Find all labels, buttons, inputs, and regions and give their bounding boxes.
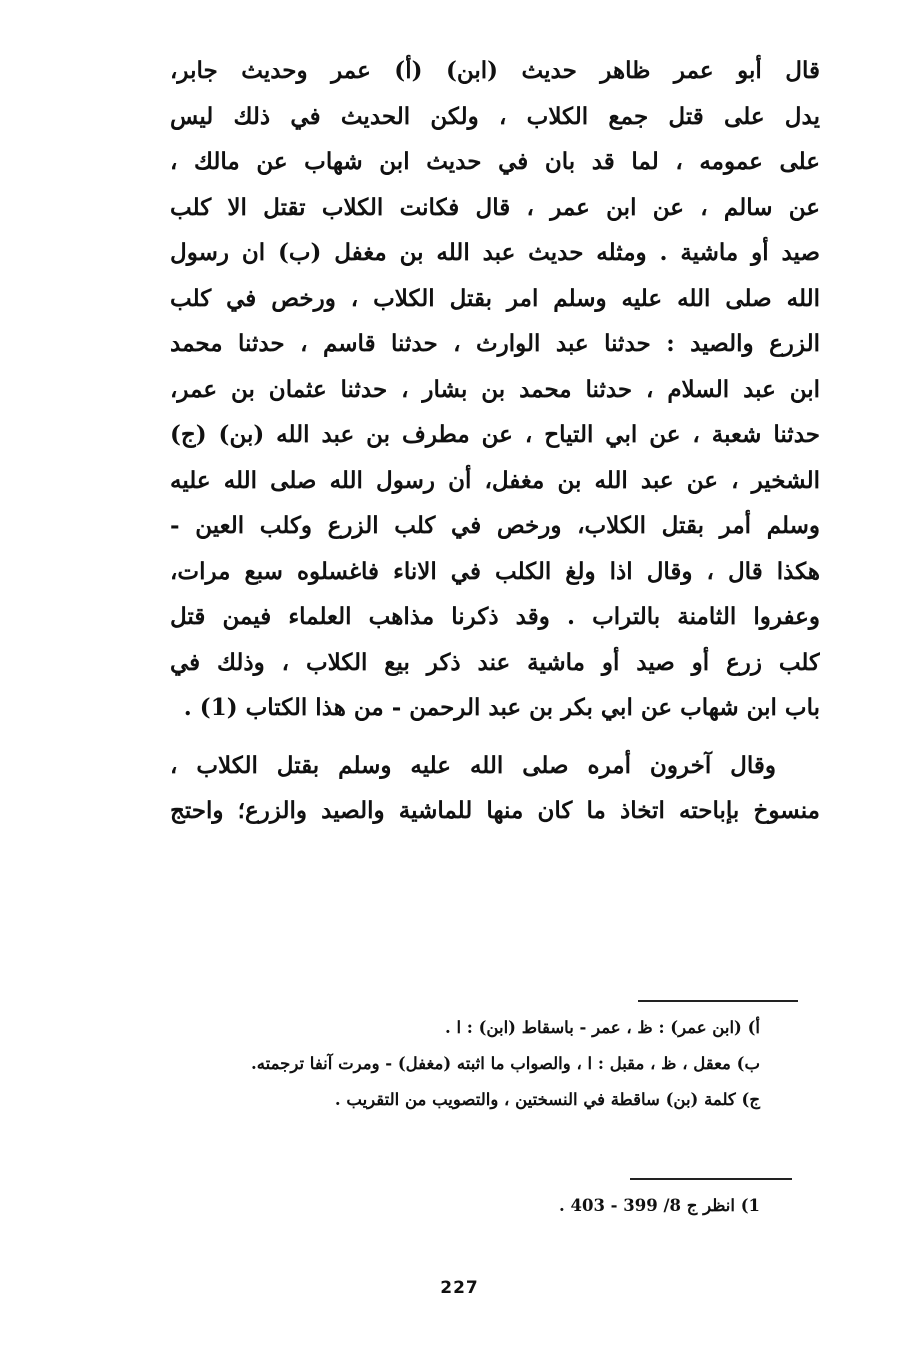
footnote-line: 1) انظر ج 8/ 399 - 403 . xyxy=(558,1196,760,1215)
text-line: وسلم أمر بقتل الكلاب، ورخص في كلب الزرع وكلب العين - xyxy=(170,512,820,539)
page-number: 227 xyxy=(440,1278,479,1298)
text-line: صيد أو ماشية . ومثله حديث عبد الله بن مغفل (ب) ان رسول xyxy=(170,239,820,266)
text-line: منسوخ بإباحته اتخاذ ما كان منها للماشية والصيد والزرع؛ واحتج xyxy=(170,797,820,824)
text-line: يدل على قتل جمع الكلاب ، ولكن الحديث في ذلك ليس xyxy=(170,102,820,130)
text-line: كلب زرع أو صيد أو ماشية عند ذكر بيع الكلاب ، وذلك في xyxy=(170,648,820,676)
text-line: الشخير ، عن عبد الله بن مغفل، أن رسول الله صلى الله عليه xyxy=(170,466,820,494)
text-line: وقال آخرون أمره صلى الله عليه وسلم بقتل الكلاب ، xyxy=(170,751,776,779)
main-text xyxy=(170,48,820,834)
text-line: هكذا قال ، وقال اذا ولغ الكلب في الاناء فاغسلوه سبع مرات، xyxy=(170,557,820,585)
text-line: عن سالم ، عن ابن عمر ، قال فكانت الكلاب تقتل الا كلب xyxy=(170,193,820,221)
editorial-footnotes xyxy=(160,1010,760,1118)
text-line: ابن عبد السلام ، حدثنا محمد بن بشار ، حدثنا عثمان بن عمر، xyxy=(170,375,820,403)
footnote-line: ج) كلمة (بن) ساقطة في النسختين ، والتصويب من التقريب . xyxy=(334,1090,760,1109)
footnote-divider xyxy=(630,1178,792,1180)
text-line: الله صلى الله عليه وسلم امر بقتل الكلاب ، ورخص في كلب xyxy=(170,284,820,312)
footnote-line: ب) معقل ، ظ ، مقبل : ا ، والصواب ما اثبته (مغفل) - ومرت آنفا ترجمته. xyxy=(251,1054,760,1073)
footnote-divider xyxy=(638,1000,798,1002)
text-line: الزرع والصيد : حدثنا عبد الوارث ، حدثنا قاسم ، حدثنا محمد xyxy=(170,330,820,357)
text-line: على عمومه ، لما قد بان في حديث ابن شهاب عن مالك ، xyxy=(170,148,820,175)
text-line: باب ابن شهاب عن ابي بكر بن عبد الرحمن - من هذا الكتاب (1) . xyxy=(183,694,820,721)
text-line: حدثنا شعبة ، عن ابي التياح ، عن مطرف بن عبد الله (بن) (ج) xyxy=(170,421,820,448)
reference-footnotes xyxy=(160,1188,760,1224)
text-line: قال أبو عمر ظاهر حديث (ابن) (أ) عمر وحديث جابر، xyxy=(170,57,820,84)
text-line: وعفروا الثامنة بالتراب . وقد ذكرنا مذاهب العلماء فيمن قتل xyxy=(170,603,820,630)
footnote-line: أ) (ابن عمر) : ظ ، عمر - باسقاط (ابن) : ا . xyxy=(444,1018,760,1037)
